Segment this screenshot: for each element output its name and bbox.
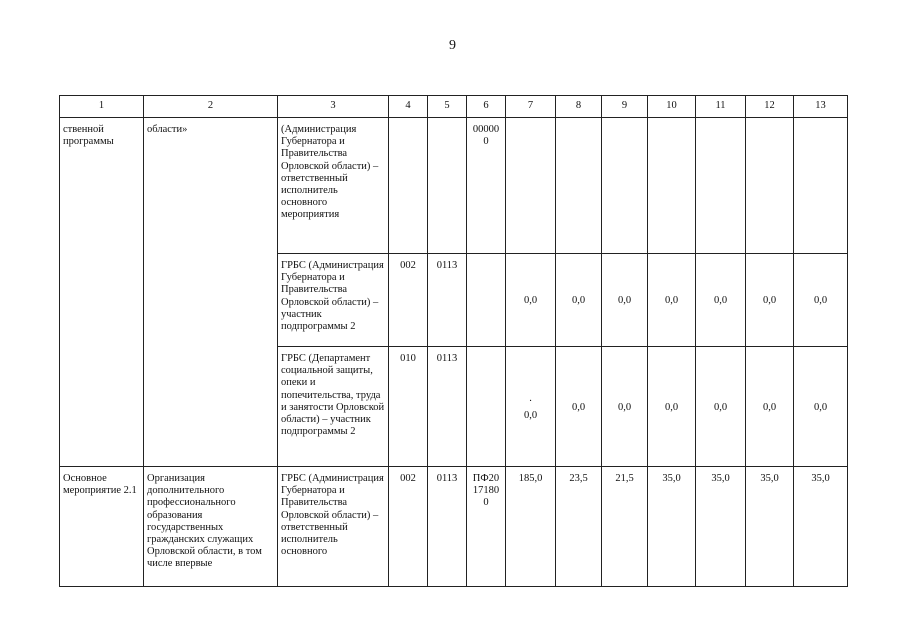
executor-cell: ГРБС (Администрация Губернатора и Правительства Орловской области) – ответственный исполнитель основного [278, 467, 389, 587]
executor-cell: ГРБС (Департамент социальной защиты, опеки и попечительства, труда и занятости Орловской области) – участник подпрограммы 2 [278, 347, 389, 467]
value-cell: 21,5 [602, 467, 648, 587]
value-cell: 35,0 [794, 467, 848, 587]
executor-cell: (Администрация Губернатора и Правительства Орловской области) – ответственный исполнитель основного мероприятия [278, 118, 389, 254]
value-cell: 0,0 [794, 254, 848, 347]
value-cell: 23,5 [556, 467, 602, 587]
value-cell: 0,0 [696, 347, 746, 467]
value-cell: 0,0 [556, 254, 602, 347]
program-name-cell: Основное мероприятие 2.1 [60, 467, 144, 587]
value-cell: 0,0 [506, 254, 556, 347]
header-cell: 5 [428, 96, 467, 118]
value-cell [556, 118, 602, 254]
header-cell: 6 [467, 96, 506, 118]
header-cell: 3 [278, 96, 389, 118]
value-cell: 0,0 [556, 347, 602, 467]
value-cell: 0,0 [648, 254, 696, 347]
program-title-cell: Организация дополнительного профессионального образования государственных гражданских служащих Орловской области, в том числе впервые [144, 467, 278, 587]
value-cell: 0,0 [746, 347, 794, 467]
header-cell: 12 [746, 96, 794, 118]
header-cell: 11 [696, 96, 746, 118]
header-cell: 4 [389, 96, 428, 118]
budget-table [59, 95, 848, 587]
header-cell: 7 [506, 96, 556, 118]
value-cell [746, 118, 794, 254]
section-code-cell [428, 118, 467, 254]
value-cell: 35,0 [696, 467, 746, 587]
target-code-cell [467, 254, 506, 347]
value-cell [602, 118, 648, 254]
value-cell: 0,0 [746, 254, 794, 347]
table-row [60, 467, 848, 587]
program-name-cell: ственной программы [60, 118, 144, 467]
program-title-cell: области» [144, 118, 278, 467]
grbs-code-cell [389, 118, 428, 254]
target-code-cell: ПФ20 17180 0 [467, 467, 506, 587]
header-cell: 10 [648, 96, 696, 118]
section-code-cell: 0113 [428, 467, 467, 587]
value-cell [794, 118, 848, 254]
page-number: 9 [449, 38, 456, 53]
target-code-cell: 00000 0 [467, 118, 506, 254]
header-cell: 2 [144, 96, 278, 118]
grbs-code-cell: 002 [389, 467, 428, 587]
value-cell: 0,0 [602, 347, 648, 467]
header-row [60, 96, 848, 118]
header-cell: 8 [556, 96, 602, 118]
value-cell [696, 118, 746, 254]
grbs-code-cell: 002 [389, 254, 428, 347]
header-cell: 13 [794, 96, 848, 118]
value-cell [506, 347, 556, 467]
value-cell [648, 118, 696, 254]
value-cell: 0,0 [648, 347, 696, 467]
value-cell: 35,0 [648, 467, 696, 587]
header-cell: 9 [602, 96, 648, 118]
executor-cell: ГРБС (Администрация Губернатора и Правительства Орловской области) – участник подпрограммы 2 [278, 254, 389, 347]
header-cell: 1 [60, 96, 144, 118]
value-text: 0,0 [523, 409, 538, 421]
table-row [60, 118, 848, 254]
value-cell: 0,0 [602, 254, 648, 347]
value-cell: 35,0 [746, 467, 794, 587]
target-code-cell [467, 347, 506, 467]
grbs-code-cell: 010 [389, 347, 428, 467]
value-cell [506, 118, 556, 254]
value-cell: 0,0 [696, 254, 746, 347]
value-cell: 185,0 [506, 467, 556, 587]
scan-mark: . [529, 392, 532, 404]
value-cell: 0,0 [794, 347, 848, 467]
section-code-cell: 0113 [428, 254, 467, 347]
section-code-cell: 0113 [428, 347, 467, 467]
